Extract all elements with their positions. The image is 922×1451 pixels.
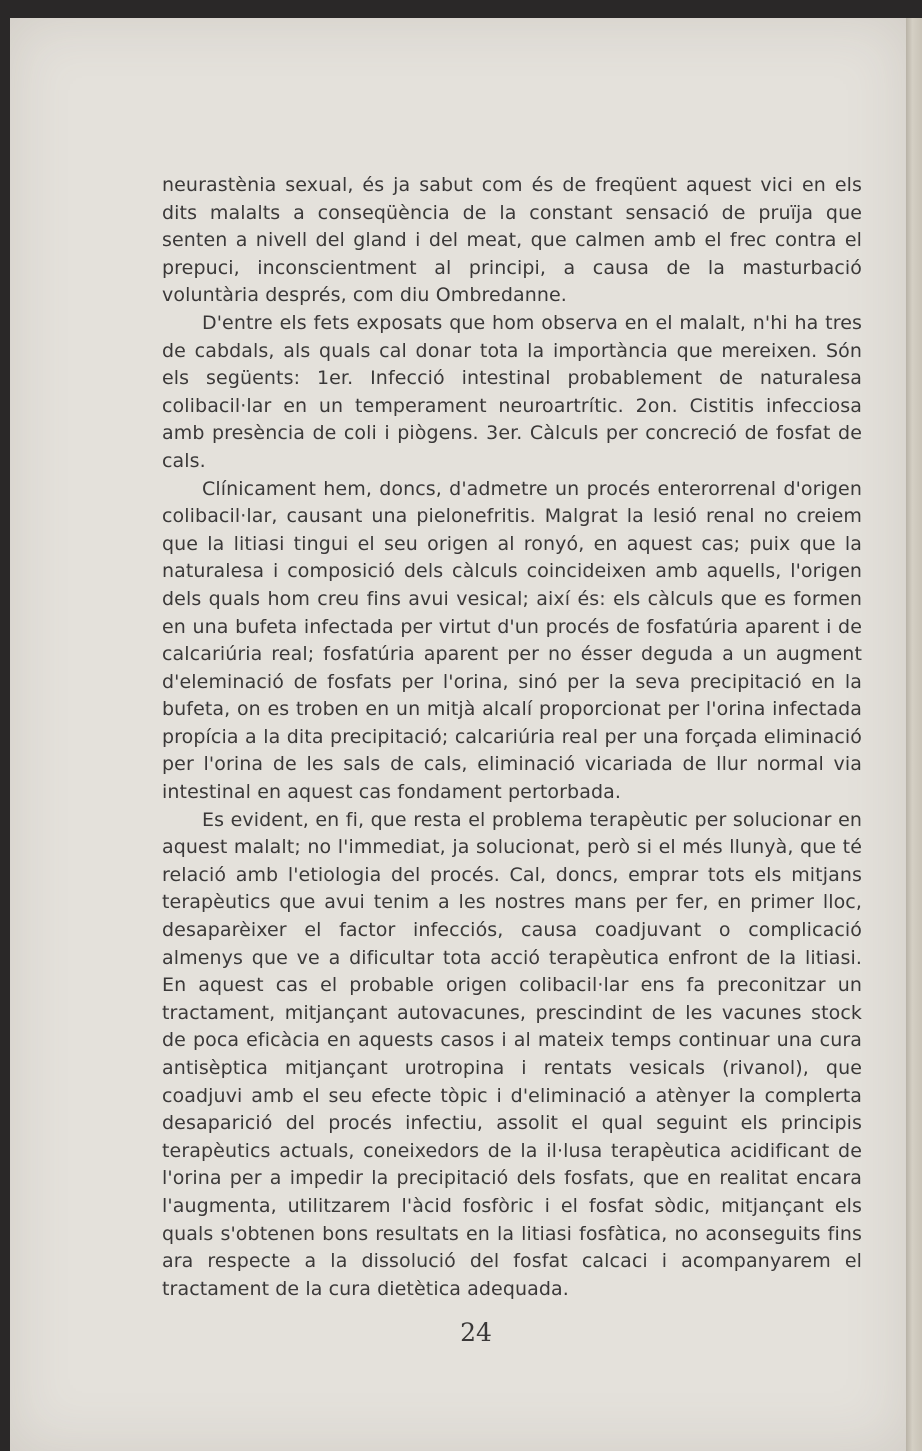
body-text (162, 172, 862, 1303)
paragraph-3: Clínicament hem, doncs, d'admetre un procés enterorrenal d'origen colibacil·lar, causant una pielonefritis. Malgrat la lesió renal no creiem que la litiasi tingui el seu origen al ronyó, en aquest cas; puix que la naturalesa i composició dels càlculs coincideixen amb aquells, l'origen dels quals hom creu fins avui vesical; així és: els càlculs que es formen en una bufeta infectada per virtut d'un procés de fosfatúria aparent i de calcariúria real; fosfatúria aparent per no ésser deguda a un augment d'eleminació de fosfats per l'orina, sinó per la seva precipitació en la bufeta, on es troben en un mitjà alcalí proporcionat per l'orina infectada propícia a la dita precipitació; calcariúria real per una forçada eliminació per l'orina de les sals de cals, eliminació vicariada de llur normal via intestinal en aquest cas fondament pertorbada. (162, 477, 862, 804)
page-number: 24 (460, 1318, 492, 1347)
paragraph-2: D'entre els fets exposats que hom observa en el malalt, n'hi ha tres de cabdals, als quals cal donar tota la importància que mereixen. Són els següents: 1er. Infecció intestinal probablement de naturalesa colibacil·lar en un temperament neuroartrític. 2on. Cistitis infecciosa amb presència de coli i piògens. 3er. Càlculs per concreció de fosfat de cals. (162, 311, 862, 472)
paragraph-4: Es evident, en fi, que resta el problema terapèutic per solucionar en aquest malalt; no l'immediat, ja solucionat, però si el més llunyà, que té relació amb l'etiologia del procés. Cal, doncs, emprar tots els mitjans terapèutics que avui tenim a les nostres mans per fer, en primer lloc, desaparèixer el factor infecciós, causa coadjuvant o complicació almenys que ve a dificultar tota acció terapèutica enfront de la litiasi. En aquest cas el probable origen colibacil·lar ens fa preconitzar un tractament, mitjançant autovacunes, prescindint de les vacunes stock de poca eficàcia en aquests casos i al mateix temps continuar una cura antisèptica mitjançant urotropina i rentats vesicals (rivanol), que coadjuvi amb el seu efecte tòpic i d'eliminació a atènyer la complerta desaparició del procés infectiu, assolit el qual seguint els principis terapèutics actuals, coneixedors de la il·lusa terapèutica acidificant de l'orina per a impedir la precipitació dels fosfats, que en realitat encara l'augmenta, utilitzarem l'àcid fosfòric i el fosfat sòdic, mitjançant els quals s'obtenen bons resultats en la litiasi fosfàtica, no aconseguits fins ara respecte a la dissolució del fosfat calcaci i acompanyarem el tractament de la cura dietètica adequada. (162, 808, 862, 1300)
paragraph-1: neurastènia sexual, és ja sabut com és de freqüent aquest vici en els dits malalts a conseqüència de la constant sensació de pruïja que senten a nivell del gland i del meat, que calmen amb el frec contra el prepuci, inconscientment al principi, a causa de la masturbació voluntària després, com diu Ombredanne. (162, 174, 862, 307)
page-edge (906, 18, 922, 1451)
